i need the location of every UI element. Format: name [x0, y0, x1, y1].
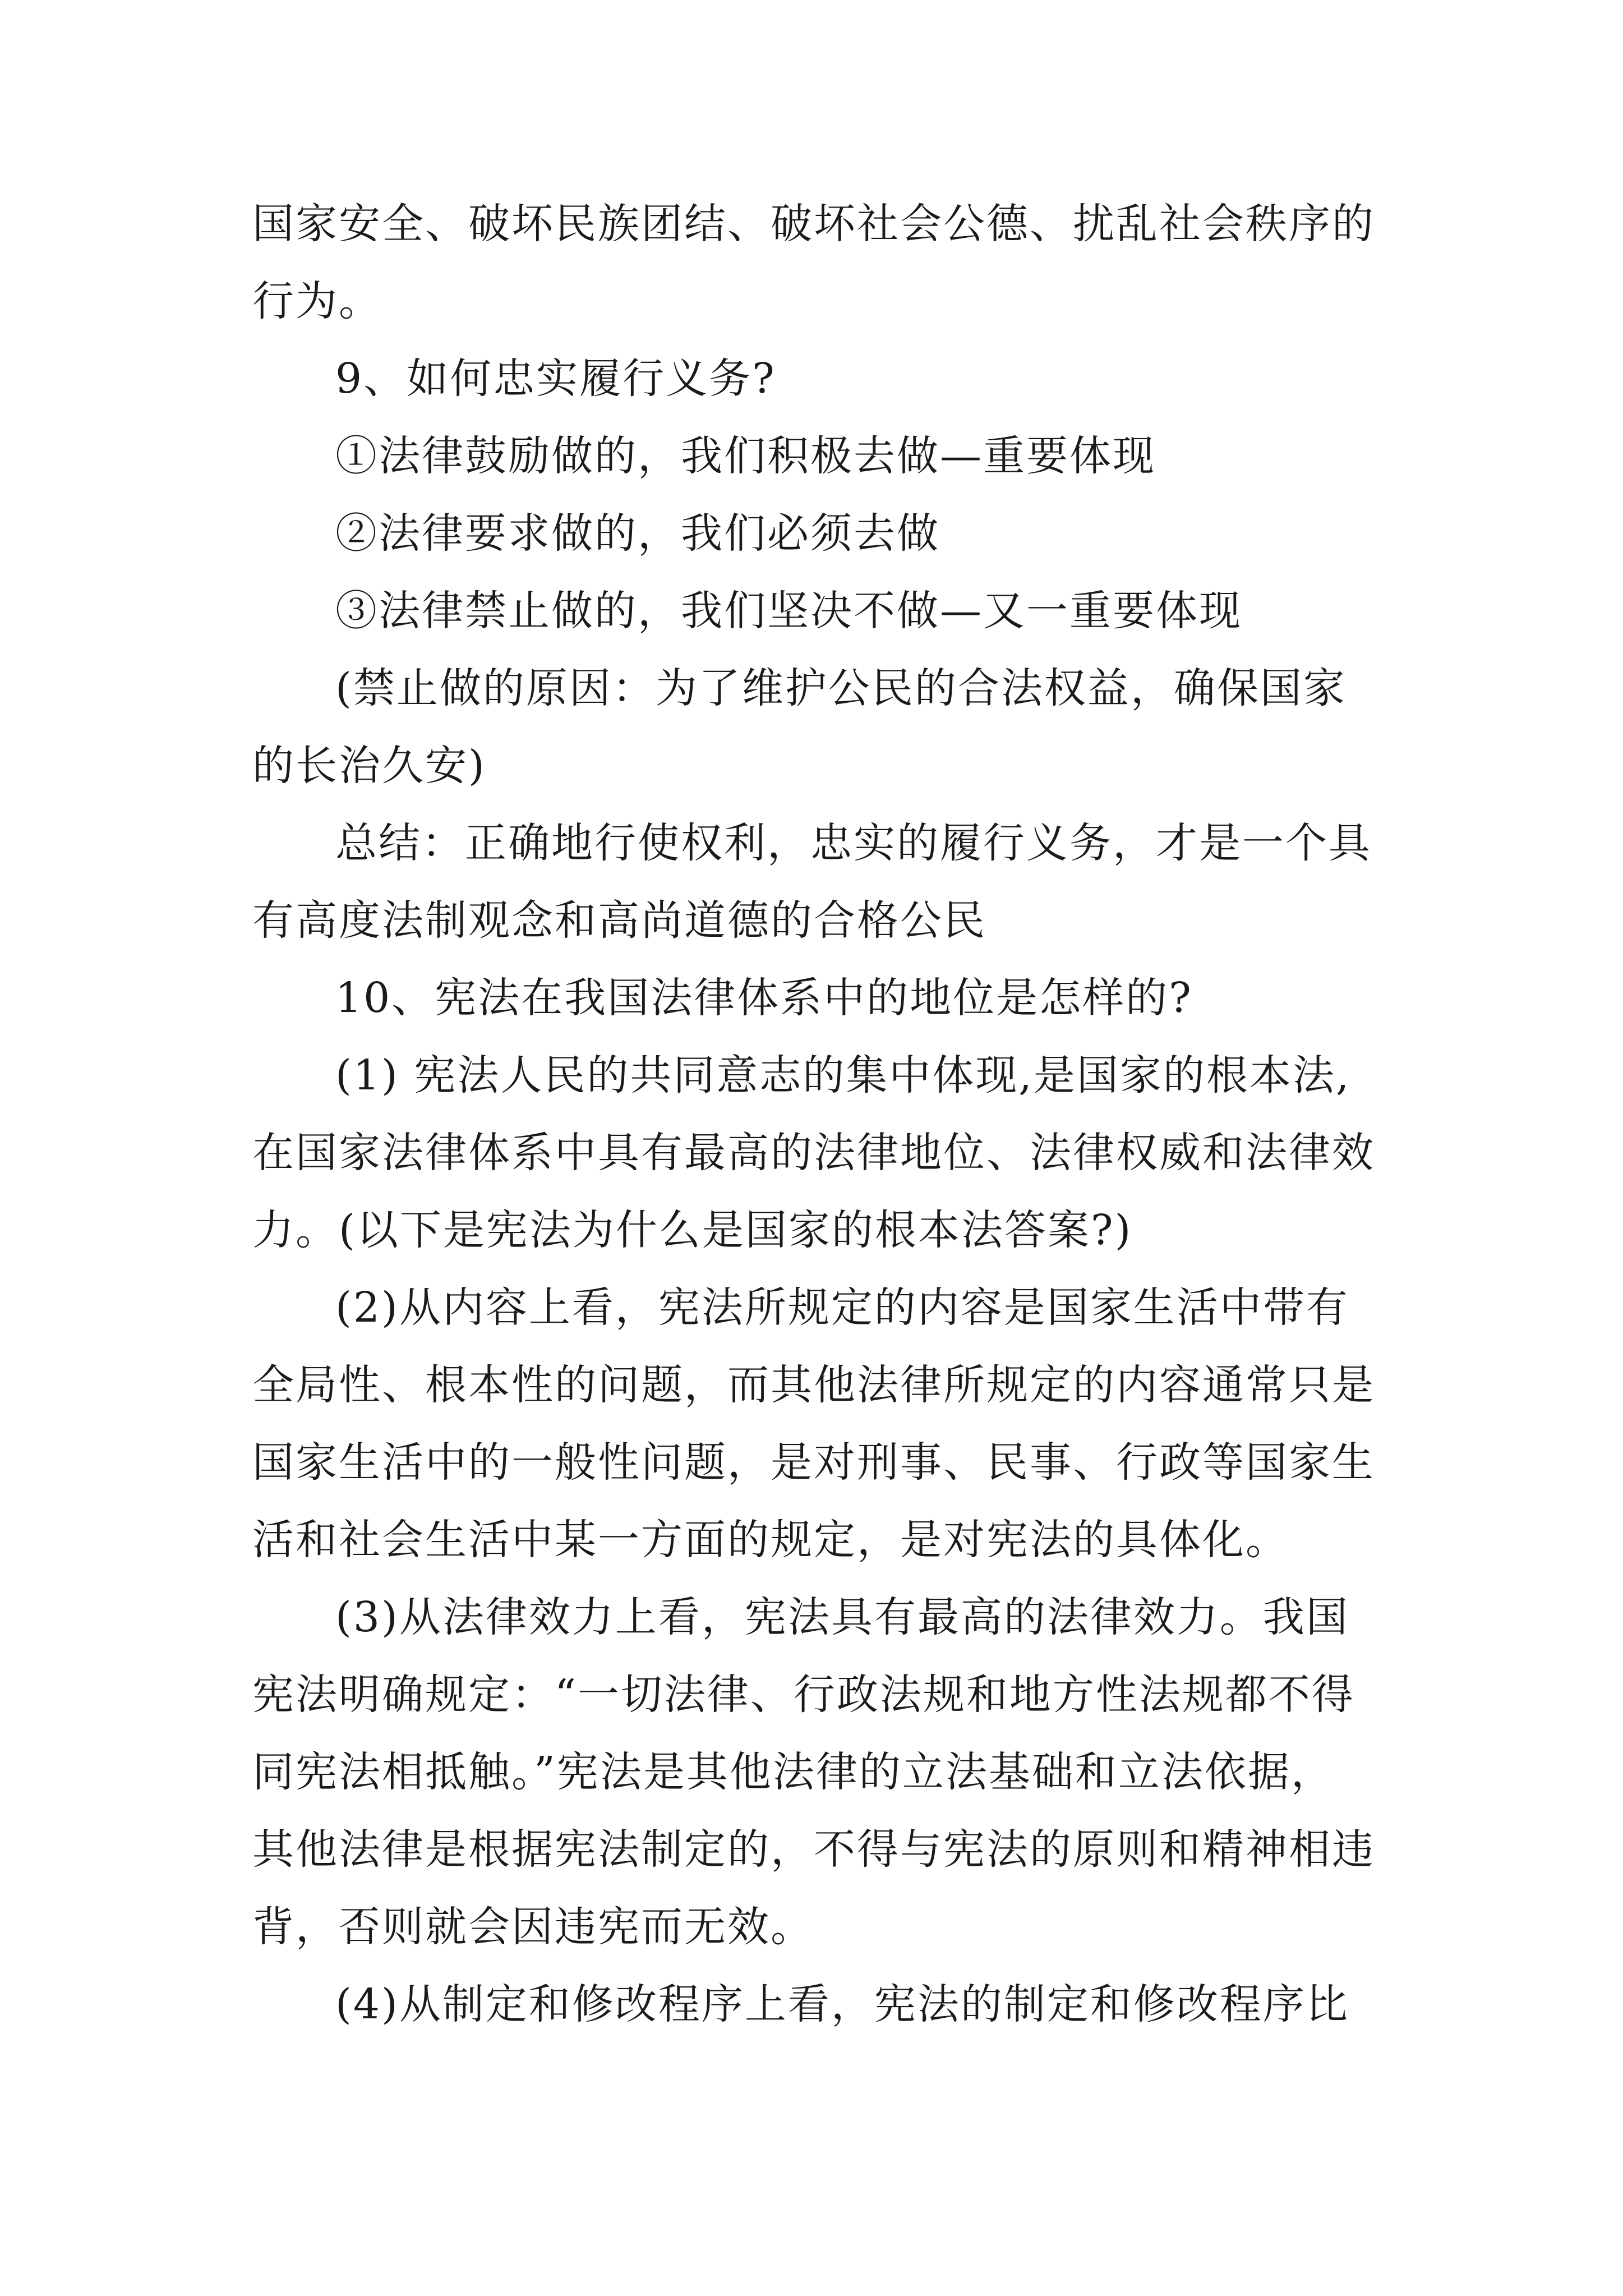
text-line: 在国家法律体系中具有最高的法律地位、法律权威和法律效 [252, 1129, 1375, 1177]
summary-line: 有高度法制观念和高尚道德的合格公民 [252, 896, 986, 945]
text-line: (4)从制定和修改程序上看，宪法的制定和修改程序比 [335, 1980, 1349, 2028]
text-line: 行为。 [252, 277, 382, 325]
text-line: (3)从法律效力上看，宪法具有最高的法律效力。我国 [335, 1593, 1349, 1641]
text-line: (2)从内容上看，宪法所规定的内容是国家生活中带有 [335, 1283, 1349, 1332]
text-line: (1) 宪法人民的共同意志的集中体现,是国家的根本法, [335, 1051, 1351, 1099]
list-item: ①法律鼓励做的，我们积极去做—重要体现 [335, 432, 1156, 480]
text-line: 全局性、根本性的问题，而其他法律所规定的内容通常只是 [252, 1361, 1375, 1409]
text-line: 宪法明确规定：“一切法律、行政法规和地方性法规都不得 [252, 1671, 1355, 1719]
text-line: 力。(以下是宪法为什么是国家的根本法答案?) [252, 1206, 1133, 1254]
text-line: 同宪法相抵触。”宪法是其他法律的立法基础和立法依据， [252, 1748, 1334, 1796]
text-line: 背，否则就会因违宪而无效。 [252, 1903, 814, 1951]
text-line: (禁止做的原因：为了维护公民的合法权益，确保国家 [335, 664, 1347, 712]
text-line: 活和社会生活中某一方面的规定，是对宪法的具体化。 [252, 1516, 1289, 1564]
text-line: 国家安全、破坏民族团结、破坏社会公德、扰乱社会秩序的 [252, 200, 1375, 248]
text-line: 国家生活中的一般性问题，是对刑事、民事、行政等国家生 [252, 1438, 1375, 1487]
summary-line: 总结：正确地行使权利，忠实的履行义务，才是一个具 [335, 819, 1372, 867]
text-line: 的长治久安) [252, 742, 486, 790]
question-heading: 9、如何忠实履行义务? [335, 355, 776, 403]
list-item: ②法律要求做的，我们必须去做 [335, 509, 940, 558]
list-item: ③法律禁止做的，我们坚决不做—又一重要体现 [335, 587, 1242, 635]
question-heading: 10、宪法在我国法律体系中的地位是怎样的? [335, 974, 1193, 1022]
text-line: 其他法律是根据宪法制定的，不得与宪法的原则和精神相违 [252, 1825, 1375, 1874]
